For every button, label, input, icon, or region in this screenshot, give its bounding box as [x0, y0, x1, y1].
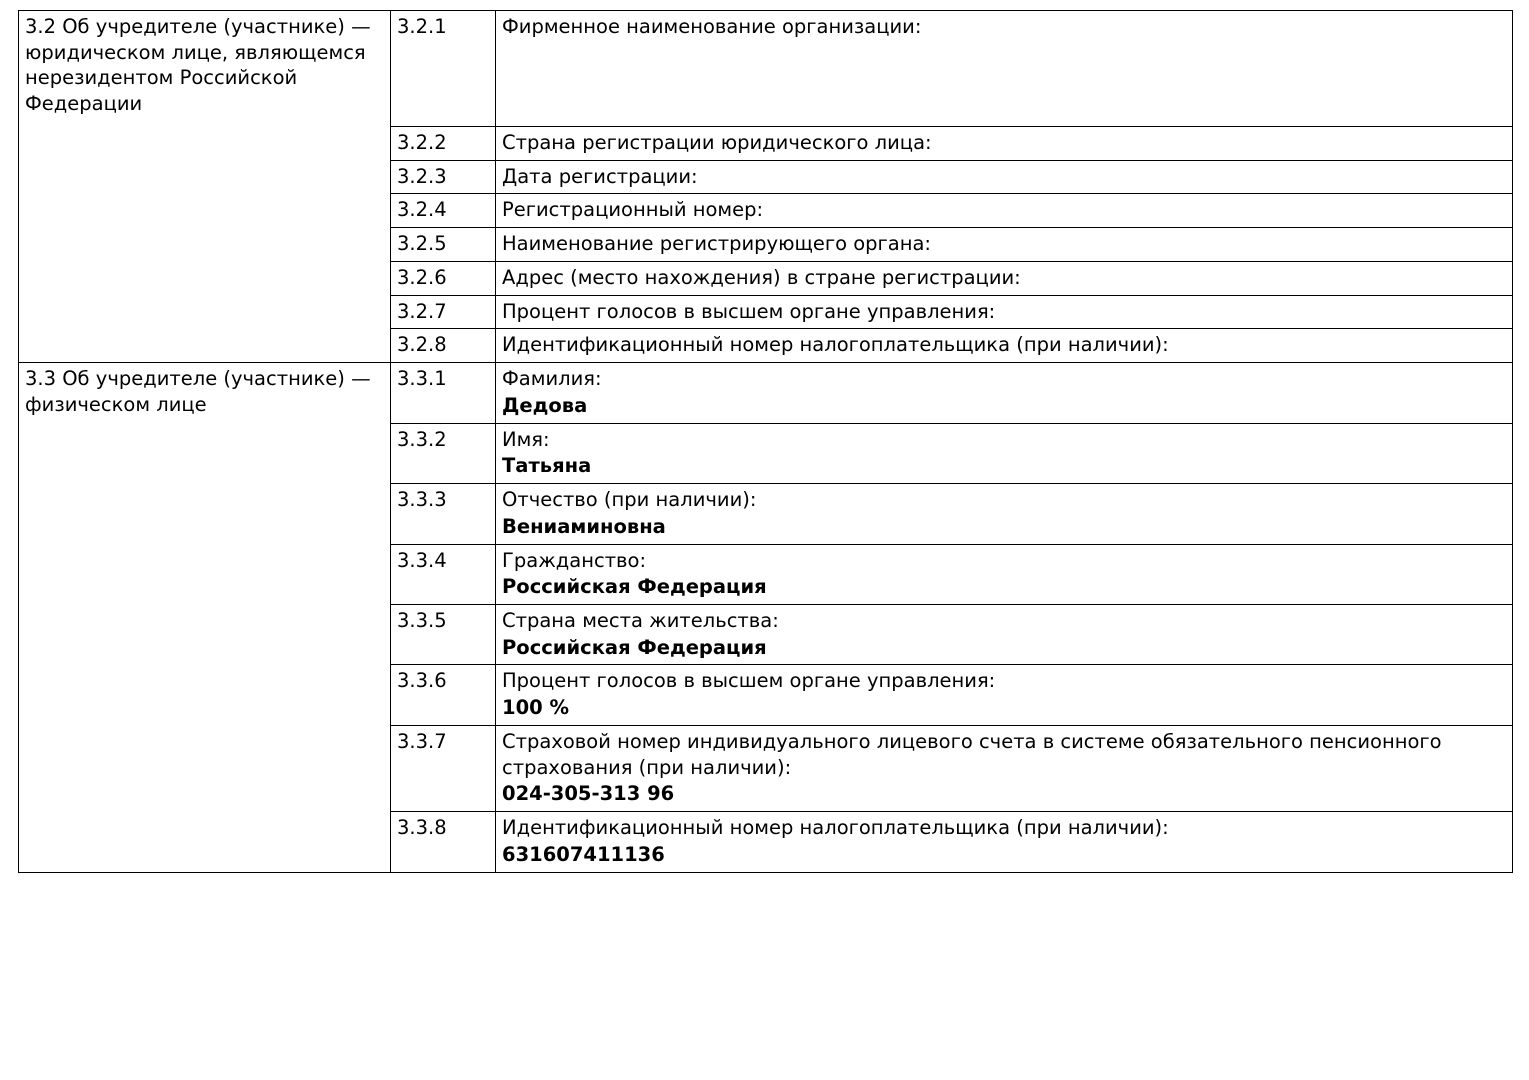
row-number-325: 3.2.5: [391, 228, 496, 262]
row-content-322: [496, 127, 1513, 161]
row-content-325: [496, 228, 1513, 262]
row-content-321: [496, 11, 1513, 127]
row-content-324: [496, 194, 1513, 228]
row-value-334: Российская Федерация: [502, 575, 767, 599]
row-number-321: 3.2.1: [391, 11, 496, 127]
row-value-338: 631607411136: [502, 842, 665, 866]
row-number-336: 3.3.6: [391, 665, 496, 725]
row-content-331: [496, 363, 1513, 423]
table-row: [19, 11, 1513, 127]
row-number-324: 3.2.4: [391, 194, 496, 228]
row-content-328: [496, 329, 1513, 363]
row-content-327: [496, 295, 1513, 329]
row-number-337: 3.3.7: [391, 725, 496, 811]
row-label-332: Имя:: [502, 427, 550, 451]
section-title-32: 3.2 Об учредителе (участнике) — юридическом лице, являющемся нерезидентом Российской Федерации: [25, 15, 371, 116]
row-value-332: Татьяна: [502, 454, 592, 478]
section-title-cell-32: [19, 11, 391, 363]
row-label-323: Дата регистрации:: [502, 164, 698, 188]
row-content-335: [496, 605, 1513, 665]
row-label-324: Регистрационный номер:: [502, 198, 764, 222]
row-value-337: 024-305-313 96: [502, 782, 675, 806]
row-number-327: 3.2.7: [391, 295, 496, 329]
row-value-335: Российская Федерация: [502, 635, 767, 659]
row-content-337: [496, 725, 1513, 811]
row-value-331: Дедова: [502, 393, 588, 417]
row-number-326: 3.2.6: [391, 261, 496, 295]
row-number-328: 3.2.8: [391, 329, 496, 363]
row-label-326: Адрес (место нахождения) в стране регистрации:: [502, 265, 1021, 289]
row-content-336: [496, 665, 1513, 725]
row-number-323: 3.2.3: [391, 160, 496, 194]
row-content-334: [496, 544, 1513, 604]
row-label-336: Процент голосов в высшем органе управления:: [502, 669, 996, 693]
row-label-325: Наименование регистрирующего органа:: [502, 232, 931, 256]
row-label-338: Идентификационный номер налогоплательщика (при наличии):: [502, 816, 1169, 840]
row-number-331: 3.3.1: [391, 363, 496, 423]
row-label-322: Страна регистрации юридического лица:: [502, 131, 932, 154]
row-number-333: 3.3.3: [391, 484, 496, 544]
row-label-328: Идентификационный номер налогоплательщика (при наличии):: [502, 333, 1169, 357]
section-title-33: 3.3 Об учредителе (участнике) — физическом лице: [25, 367, 371, 416]
row-label-331: Фамилия:: [502, 367, 602, 391]
table-row: [19, 363, 1513, 423]
row-value-333: Вениаминовна: [502, 514, 666, 538]
row-content-333: [496, 484, 1513, 544]
row-number-335: 3.3.5: [391, 605, 496, 665]
row-content-326: [496, 261, 1513, 295]
row-label-335: Страна места жительства:: [502, 609, 779, 633]
row-label-333: Отчество (при наличии):: [502, 488, 757, 512]
founder-details-table: [18, 10, 1513, 873]
row-number-338: 3.3.8: [391, 812, 496, 872]
row-content-323: [496, 160, 1513, 194]
row-value-336: 100 %: [502, 696, 570, 720]
row-label-321: Фирменное наименование организации:: [502, 15, 922, 38]
row-content-338: [496, 812, 1513, 872]
section-title-cell-33: [19, 363, 391, 872]
row-number-334: 3.3.4: [391, 544, 496, 604]
row-number-332: 3.3.2: [391, 423, 496, 483]
row-label-327: Процент голосов в высшем органе управления:: [502, 299, 996, 323]
row-number-322: 3.2.2: [391, 127, 496, 161]
row-label-337: Страховой номер индивидуального лицевого счета в системе обязательного пенсионного страхования (при наличии):: [502, 729, 1442, 779]
row-content-332: [496, 423, 1513, 483]
row-label-334: Гражданство:: [502, 548, 647, 572]
